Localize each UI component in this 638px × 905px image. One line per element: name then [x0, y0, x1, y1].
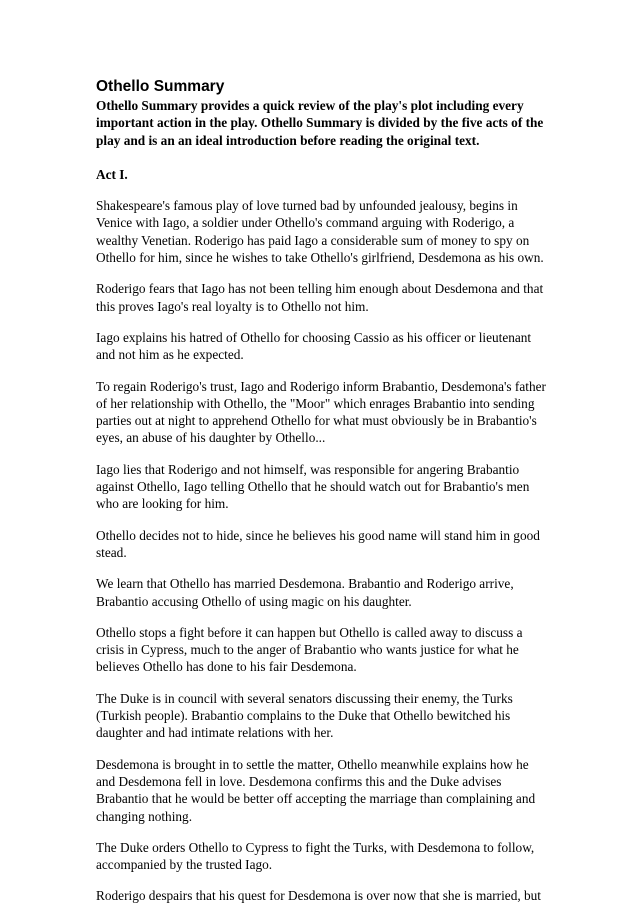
body-paragraph: To regain Roderigo's trust, Iago and Roderigo inform Brabantio, Desdemona's father of her relationship with Othello, the "Moor" which enrages Brabantio into sending parties out at night to apprehend Othello for what must obviously be in Brabantio's eyes, an abuse of his daughter by Othello... [96, 378, 546, 446]
body-paragraph: Othello decides not to hide, since he believes his good name will stand him in good stead. [96, 527, 540, 560]
document-page [96, 78, 546, 905]
document-title: Othello Summary [96, 78, 225, 95]
body-paragraph: The Duke is in council with several senators discussing their enemy, the Turks (Turkish people). Brabantio complains to the Duke that Othello bewitched his daughter and had intimate relations with her. [96, 690, 513, 741]
body-paragraph: The Duke orders Othello to Cypress to fight the Turks, with Desdemona to follow, accompanied by the trusted Iago. [96, 839, 535, 873]
body-paragraph: Roderigo despairs that his quest for Desdemona is over now that she is married, but [96, 888, 541, 904]
body-paragraph: Othello stops a fight before it can happen but Othello is called away to discuss a crisis in Cypress, much to the anger of Brabantio who wants justice for what he believes Othello has done to his fair Desdemona. [96, 624, 523, 675]
body-paragraph: Iago explains his hatred of Othello for choosing Cassio as his officer or lieutenant and not him as he expected. [96, 329, 532, 363]
intro-paragraph: Othello Summary provides a quick review of the play's plot including every important action in the play. Othello Summary is divided by the five acts of the play and is an an ideal introduction before reading the original text. [96, 98, 544, 148]
body-paragraph: Shakespeare's famous play of love turned bad by unfounded jealousy, begins in Venice with Iago, a soldier under Othello's command arguing with Roderigo, a wealthy Venetian. Roderigo has paid Iago a considerable sum of money to spy on Othello for him, since he wishes to take Othello's girlfriend, Desdemona as his own. [96, 198, 544, 266]
body-paragraph: Iago lies that Roderigo and not himself, was responsible for angering Brabantio against Othello, Iago telling Othello that he should watch out for Brabantio's men who are looking for him. [96, 461, 530, 512]
act-heading: Act I. [96, 166, 128, 182]
body-paragraph: Desdemona is brought in to settle the matter, Othello meanwhile explains how he and Desdemona fell in love. Desdemona confirms this and the Duke advises Brabantio that he would be better off accepting the marriage than complaining and changing nothing. [96, 756, 536, 824]
body-paragraph: Roderigo fears that Iago has not been telling him enough about Desdemona and that this proves Iago's real loyalty is to Othello not him. [96, 281, 544, 314]
body-paragraph: We learn that Othello has married Desdemona. Brabantio and Roderigo arrive, Brabantio accusing Othello of using magic on his daughter. [96, 576, 514, 609]
